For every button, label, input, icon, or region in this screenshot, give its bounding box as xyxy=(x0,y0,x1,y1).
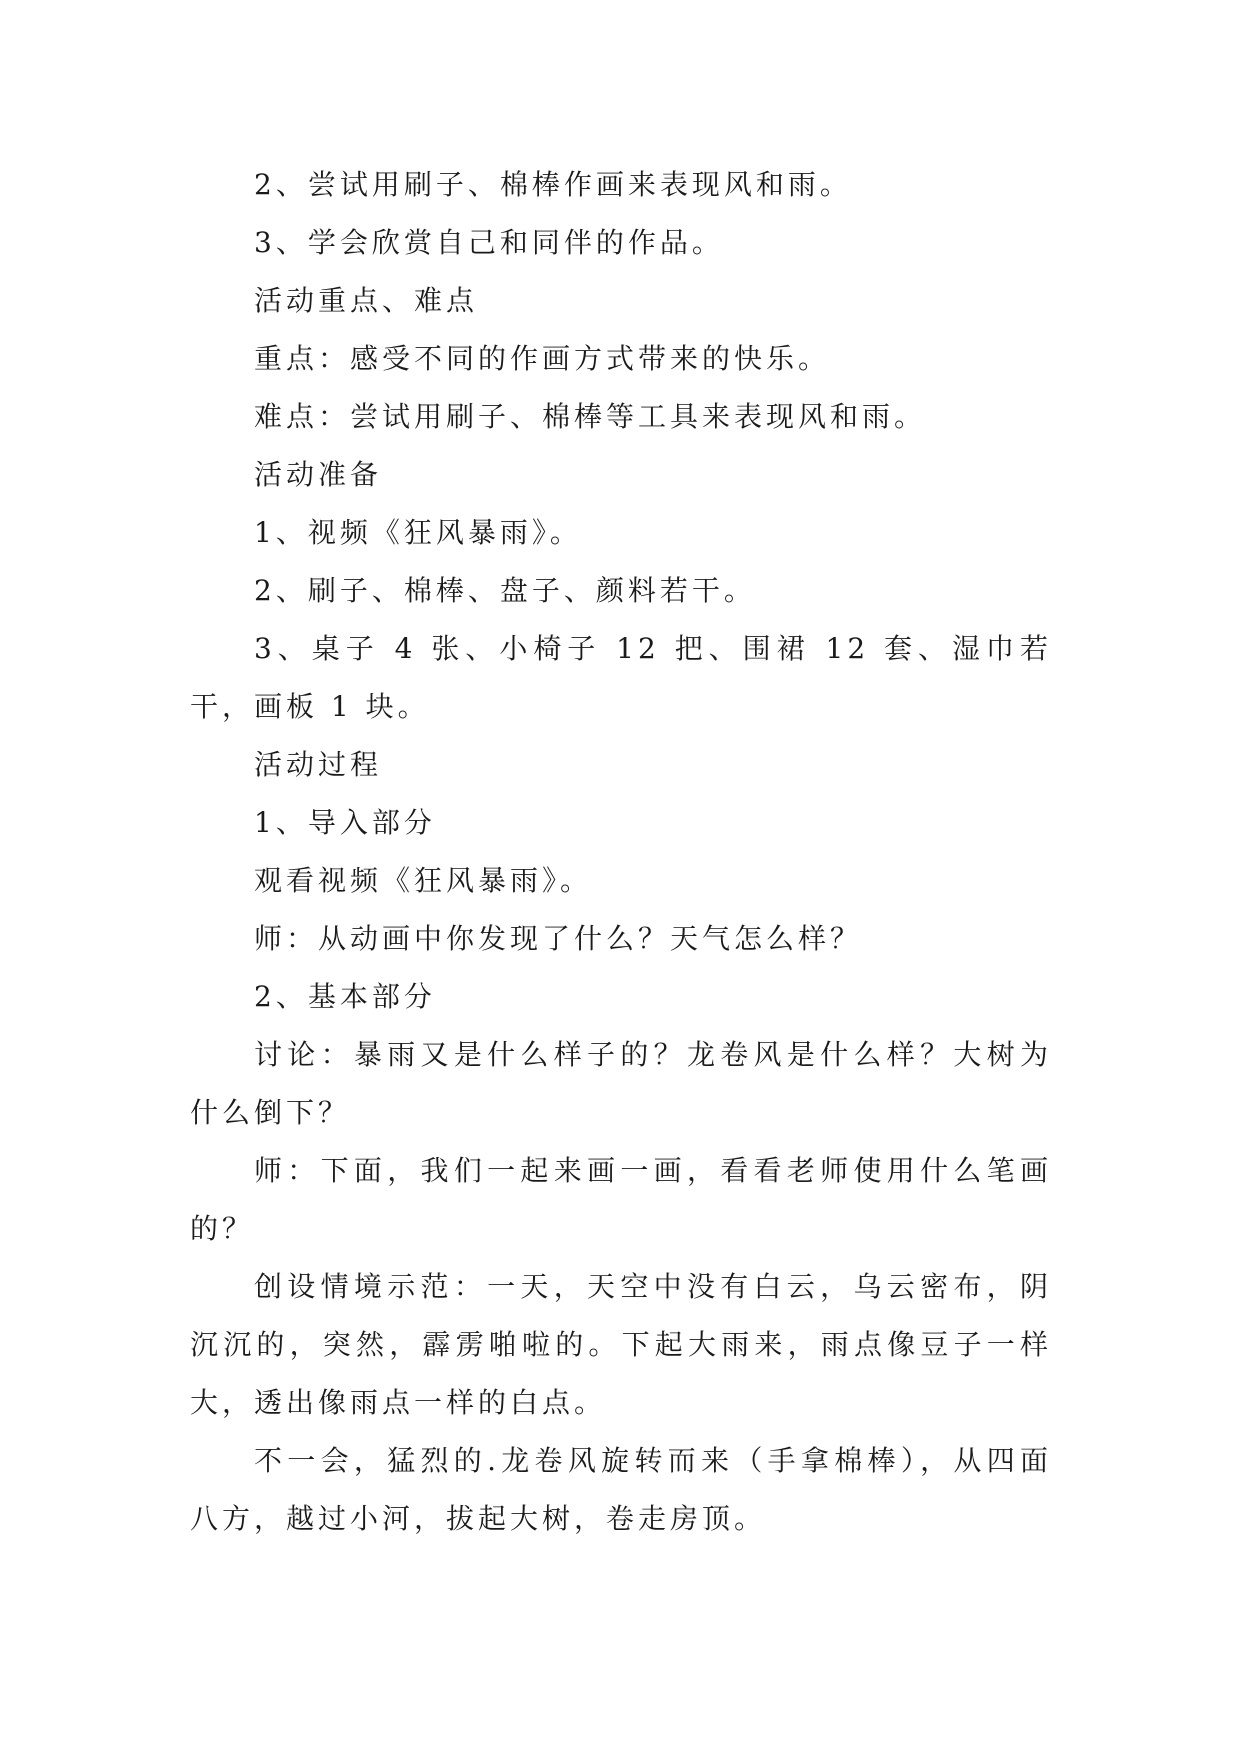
process-step-1-heading: 1、导入部分 xyxy=(254,806,436,839)
difficulty-paragraph: 难点：尝试用刷子、棉棒等工具来表现风和雨。 xyxy=(254,400,927,433)
goal-3-paragraph: 3、学会欣赏自己和同伴的作品。 xyxy=(254,226,724,259)
section-heading-key-points: 活动重点、难点 xyxy=(254,284,479,317)
scenario-demo-paragraph: 创设情境示范：一天，天空中没有白云，乌云密布，阴沉沉的，突然，霹雳啪啦的。下起大雨来，雨点像豆子一样大，透出像雨点一样的白点。 xyxy=(190,1270,1052,1419)
goal-2-paragraph: 2、尝试用刷子、棉棒作画来表现风和雨。 xyxy=(254,168,852,201)
process-step-2-heading: 2、基本部分 xyxy=(254,980,436,1013)
prep-item-3: 3、桌子 4 张、小椅子 12 把、围裙 12 套、湿巾若干，画板 1 块。 xyxy=(190,632,1052,723)
key-point-paragraph: 重点：感受不同的作画方式带来的快乐。 xyxy=(254,342,831,375)
discussion-paragraph: 讨论：暴雨又是什么样子的？龙卷风是什么样？大树为什么倒下？ xyxy=(190,1038,1052,1129)
prep-item-1: 1、视频《狂风暴雨》。 xyxy=(254,516,582,549)
section-heading-process: 活动过程 xyxy=(254,748,383,781)
prep-item-2: 2、刷子、棉棒、盘子、颜料若干。 xyxy=(254,574,756,607)
document-body xyxy=(190,156,1052,1548)
section-heading-preparation: 活动准备 xyxy=(254,458,383,491)
teacher-draw-paragraph: 师：下面，我们一起来画一画，看看老师使用什么笔画的？ xyxy=(190,1154,1052,1245)
watch-video-paragraph: 观看视频《狂风暴雨》。 xyxy=(254,864,593,897)
teacher-question-paragraph: 师：从动画中你发现了什么？天气怎么样？ xyxy=(254,922,863,955)
tornado-paragraph: 不一会，猛烈的.龙卷风旋转而来（手拿棉棒），从四面八方，越过小河，拔起大树，卷走房顶。 xyxy=(190,1444,1052,1535)
